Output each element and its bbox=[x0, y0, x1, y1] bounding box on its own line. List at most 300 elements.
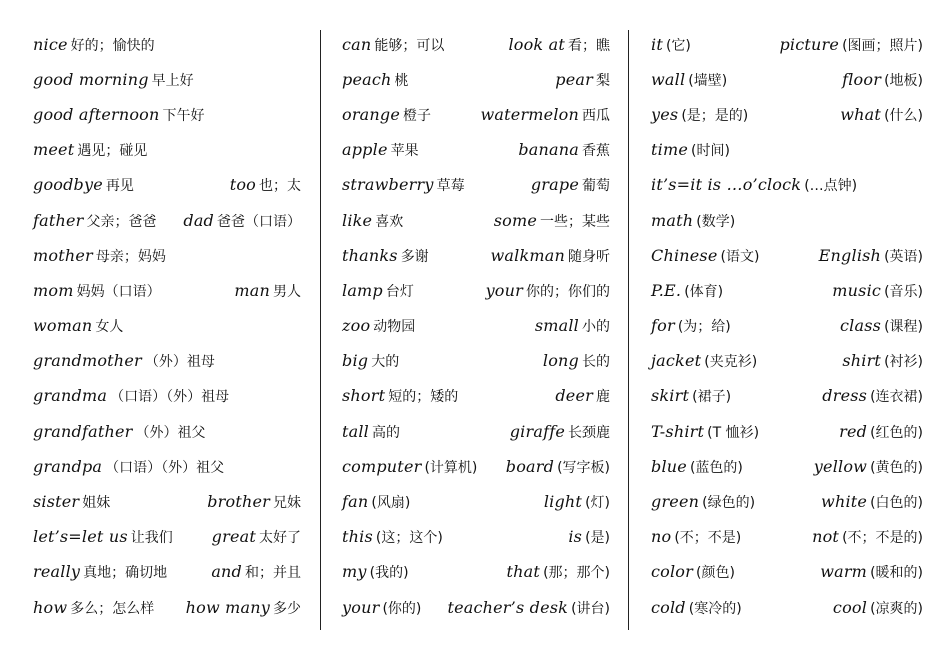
vocab-entry bbox=[568, 527, 610, 547]
chinese-meaning: (这；这个) bbox=[375, 530, 443, 547]
vocab-entry bbox=[535, 316, 610, 336]
english-word: blue bbox=[651, 456, 687, 476]
vocab-row bbox=[342, 238, 610, 273]
english-word: that bbox=[506, 562, 541, 582]
chinese-meaning: (为；给) bbox=[677, 319, 731, 336]
chinese-meaning: 下午好 bbox=[162, 107, 205, 124]
chinese-meaning: (凉爽的) bbox=[870, 600, 923, 617]
vocab-entry bbox=[651, 316, 731, 336]
english-word: it bbox=[651, 34, 663, 54]
vocab-entry bbox=[651, 562, 735, 582]
vocab-entry bbox=[833, 598, 923, 618]
chinese-meaning: 能够；可以 bbox=[374, 37, 445, 54]
vocab-entry bbox=[342, 70, 409, 90]
vocab-row bbox=[33, 449, 301, 484]
english-word: my bbox=[342, 562, 367, 582]
vocab-entry bbox=[342, 281, 414, 301]
chinese-meaning: 早上好 bbox=[151, 72, 194, 89]
chinese-meaning: 看；瞧 bbox=[568, 37, 610, 54]
vocab-entry bbox=[33, 70, 194, 90]
english-word: nice bbox=[33, 34, 68, 54]
english-word: zoo bbox=[342, 316, 371, 336]
vocab-entry bbox=[342, 457, 477, 477]
english-word: pear bbox=[555, 69, 593, 89]
vocab-entry bbox=[651, 175, 857, 195]
english-word: orange bbox=[342, 104, 401, 124]
chinese-meaning: 随身听 bbox=[568, 248, 610, 265]
chinese-meaning: 和；并且 bbox=[245, 565, 301, 582]
vocab-row bbox=[651, 520, 923, 555]
vocab-entry bbox=[447, 598, 610, 618]
english-word: and bbox=[211, 562, 242, 582]
vocab-entry bbox=[33, 457, 224, 477]
vocab-entry bbox=[491, 246, 610, 266]
english-word: grandmother bbox=[33, 351, 142, 371]
vocab-row bbox=[33, 414, 301, 449]
vocab-row bbox=[33, 309, 301, 344]
english-word: music bbox=[832, 280, 882, 300]
vocab-entry bbox=[651, 35, 691, 55]
chinese-meaning: 喜欢 bbox=[375, 213, 404, 230]
english-word: how many bbox=[185, 597, 270, 617]
chinese-meaning: (…点钟) bbox=[804, 178, 858, 195]
english-word: is bbox=[568, 527, 583, 547]
vocab-entry bbox=[814, 457, 923, 477]
english-word: dad bbox=[183, 210, 214, 230]
vocab-row bbox=[651, 168, 923, 203]
vocab-row bbox=[342, 484, 610, 519]
chinese-meaning: (写字板) bbox=[557, 459, 610, 476]
english-word: apple bbox=[342, 140, 388, 160]
chinese-meaning: 遇见；碰见 bbox=[77, 143, 148, 160]
vocab-row bbox=[342, 309, 610, 344]
chinese-meaning: 也；太 bbox=[259, 178, 301, 195]
column-divider-1 bbox=[320, 30, 321, 630]
vocab-entry bbox=[183, 211, 301, 231]
vocab-row bbox=[651, 379, 923, 414]
english-word: light bbox=[543, 492, 583, 512]
vocab-entry bbox=[342, 316, 415, 336]
vocab-entry bbox=[651, 140, 730, 160]
chinese-meaning: (你的) bbox=[382, 600, 422, 617]
chinese-meaning: (不；不是) bbox=[674, 530, 742, 547]
english-word: cool bbox=[832, 597, 868, 617]
vocab-column-3 bbox=[651, 27, 923, 625]
chinese-meaning: 长的 bbox=[582, 354, 610, 371]
vocab-entry bbox=[779, 35, 923, 55]
english-word: your bbox=[485, 280, 523, 300]
english-word: strawberry bbox=[342, 175, 434, 195]
english-word: P.E. bbox=[651, 280, 682, 300]
chinese-meaning: (课程) bbox=[884, 319, 923, 336]
chinese-meaning: 好的；愉快的 bbox=[70, 37, 155, 54]
chinese-meaning: 大的 bbox=[371, 354, 400, 371]
chinese-meaning: 长颈鹿 bbox=[568, 424, 610, 441]
vocab-column-1 bbox=[33, 27, 301, 625]
vocab-row bbox=[342, 449, 610, 484]
chinese-meaning: (体育) bbox=[684, 283, 724, 300]
vocab-entry bbox=[207, 492, 301, 512]
english-word: yes bbox=[651, 104, 679, 124]
vocab-row bbox=[651, 203, 923, 238]
vocab-entry bbox=[33, 211, 157, 231]
chinese-meaning: (音乐) bbox=[884, 283, 923, 300]
vocab-entry bbox=[342, 35, 444, 55]
chinese-meaning: (计算机) bbox=[424, 459, 478, 476]
vocab-entry bbox=[481, 105, 610, 125]
english-word: how bbox=[33, 597, 68, 617]
english-word: mother bbox=[33, 245, 93, 265]
chinese-meaning: 让我们 bbox=[130, 530, 173, 547]
chinese-meaning: 桃 bbox=[394, 72, 409, 89]
chinese-meaning: 多少 bbox=[273, 600, 301, 617]
vocab-entry bbox=[342, 562, 409, 582]
vocab-entry bbox=[342, 492, 410, 512]
english-word: not bbox=[812, 527, 840, 547]
vocab-row bbox=[651, 273, 923, 308]
chinese-meaning: (夹克衫) bbox=[704, 354, 758, 371]
vocab-entry bbox=[651, 70, 727, 90]
chinese-meaning: 一些；某些 bbox=[540, 213, 610, 230]
vocab-row bbox=[651, 27, 923, 62]
vocab-entry bbox=[651, 211, 735, 231]
vocab-column-2 bbox=[342, 27, 610, 625]
english-word: red bbox=[839, 421, 868, 441]
vocab-row bbox=[342, 520, 610, 555]
chinese-meaning: (风扇) bbox=[371, 495, 411, 512]
vocab-entry bbox=[840, 316, 923, 336]
vocab-entry bbox=[820, 562, 923, 582]
vocab-row bbox=[33, 27, 301, 62]
vocab-entry bbox=[822, 386, 923, 406]
vocab-row bbox=[33, 379, 301, 414]
english-word: goodbye bbox=[33, 175, 103, 195]
vocab-row bbox=[342, 97, 610, 132]
chinese-meaning: (寒冷的) bbox=[688, 600, 742, 617]
vocab-row bbox=[342, 133, 610, 168]
vocab-entry bbox=[230, 175, 301, 195]
vocab-row bbox=[651, 414, 923, 449]
chinese-meaning: (不；不是的) bbox=[842, 530, 923, 547]
chinese-meaning: (白色的) bbox=[870, 495, 923, 512]
vocab-row bbox=[33, 62, 301, 97]
chinese-meaning: (我的) bbox=[369, 565, 409, 582]
english-word: let’s=let us bbox=[33, 527, 128, 547]
chinese-meaning: (暖和的) bbox=[870, 565, 923, 582]
chinese-meaning: 动物园 bbox=[373, 319, 416, 336]
english-word: cold bbox=[651, 597, 686, 617]
chinese-meaning: (墙壁) bbox=[688, 72, 728, 89]
english-word: time bbox=[651, 140, 688, 160]
vocab-row bbox=[342, 203, 610, 238]
chinese-meaning: (裙子) bbox=[692, 389, 732, 406]
vocab-row bbox=[651, 238, 923, 273]
vocab-row bbox=[651, 344, 923, 379]
english-word: walkman bbox=[490, 245, 565, 265]
vocab-entry bbox=[840, 105, 923, 125]
vocab-entry bbox=[33, 281, 161, 301]
english-word: like bbox=[342, 210, 373, 230]
english-word: grandfather bbox=[33, 421, 133, 441]
vocab-entry bbox=[842, 70, 923, 90]
chinese-meaning: 高的 bbox=[372, 424, 401, 441]
vocab-entry bbox=[651, 281, 723, 301]
vocab-row bbox=[33, 344, 301, 379]
chinese-meaning: 草莓 bbox=[436, 178, 465, 195]
column-divider-2 bbox=[628, 30, 629, 630]
english-word: lamp bbox=[342, 280, 383, 300]
vocab-entry bbox=[821, 492, 923, 512]
vocab-entry bbox=[186, 598, 301, 618]
vocab-entry bbox=[651, 422, 759, 442]
english-word: color bbox=[651, 562, 693, 582]
english-word: good afternoon bbox=[33, 104, 160, 124]
english-word: short bbox=[342, 386, 386, 406]
chinese-meaning: (图画；照片) bbox=[842, 37, 923, 54]
chinese-meaning: （外）祖母 bbox=[144, 354, 215, 371]
english-word: good morning bbox=[33, 69, 149, 89]
english-word: long bbox=[542, 351, 579, 371]
chinese-meaning: (讲台) bbox=[571, 600, 610, 617]
english-word: floor bbox=[842, 69, 882, 89]
vocab-entry bbox=[33, 105, 205, 125]
english-word: shirt bbox=[842, 351, 882, 371]
vocab-entry bbox=[342, 351, 399, 371]
english-word: really bbox=[33, 562, 81, 582]
chinese-meaning: (灯) bbox=[585, 495, 610, 512]
english-word: math bbox=[651, 210, 694, 230]
vocab-entry bbox=[651, 105, 748, 125]
vocab-row bbox=[342, 414, 610, 449]
vocab-row bbox=[33, 520, 301, 555]
vocab-row bbox=[651, 449, 923, 484]
vocab-row bbox=[342, 590, 610, 625]
vocab-entry bbox=[33, 351, 215, 371]
english-word: green bbox=[651, 492, 700, 512]
english-word: big bbox=[342, 351, 369, 371]
english-word: can bbox=[342, 34, 372, 54]
vocab-entry bbox=[651, 598, 742, 618]
chinese-meaning: （外）祖父 bbox=[135, 424, 206, 441]
vocab-row bbox=[33, 273, 301, 308]
chinese-meaning: (数学) bbox=[696, 213, 736, 230]
chinese-meaning: (地板) bbox=[884, 72, 923, 89]
english-word: board bbox=[505, 456, 555, 476]
vocab-entry bbox=[342, 246, 429, 266]
vocab-entry bbox=[651, 457, 743, 477]
chinese-meaning: (时间) bbox=[691, 143, 730, 160]
vocab-entry bbox=[555, 386, 610, 406]
vocab-row bbox=[33, 97, 301, 132]
chinese-meaning: 兄妹 bbox=[273, 495, 301, 512]
vocab-entry bbox=[518, 140, 610, 160]
vocab-entry bbox=[651, 386, 731, 406]
english-word: meet bbox=[33, 140, 75, 160]
vocab-entry bbox=[342, 422, 400, 442]
chinese-meaning: 小的 bbox=[582, 319, 610, 336]
chinese-meaning: 多么；怎么样 bbox=[70, 600, 155, 617]
vocab-entry bbox=[839, 422, 923, 442]
english-word: what bbox=[840, 104, 882, 124]
chinese-meaning: (语文) bbox=[720, 248, 760, 265]
english-word: banana bbox=[518, 140, 579, 160]
chinese-meaning: (什么) bbox=[884, 107, 923, 124]
chinese-meaning: 太好了 bbox=[259, 530, 301, 547]
vocab-row bbox=[651, 590, 923, 625]
english-word: class bbox=[840, 316, 882, 336]
english-word: small bbox=[534, 316, 579, 336]
english-word: fan bbox=[342, 492, 369, 512]
english-word: tall bbox=[342, 421, 370, 441]
chinese-meaning: 爸爸（口语） bbox=[217, 213, 301, 230]
chinese-meaning: (黄色的) bbox=[870, 459, 923, 476]
chinese-meaning: 台灯 bbox=[385, 283, 414, 300]
english-word: father bbox=[33, 210, 84, 230]
vocab-row bbox=[651, 555, 923, 590]
chinese-meaning: 西瓜 bbox=[582, 107, 610, 124]
vocab-row bbox=[651, 97, 923, 132]
english-word: computer bbox=[342, 456, 422, 476]
english-word: wall bbox=[651, 69, 686, 89]
vocab-entry bbox=[531, 175, 610, 195]
vocab-entry bbox=[508, 35, 610, 55]
vocab-entry bbox=[212, 527, 301, 547]
chinese-meaning: 姐妹 bbox=[82, 495, 111, 512]
vocab-entry bbox=[33, 140, 147, 160]
chinese-meaning: (绿色的) bbox=[702, 495, 756, 512]
chinese-meaning: 再见 bbox=[105, 178, 134, 195]
chinese-meaning: 男人 bbox=[273, 283, 301, 300]
vocab-row bbox=[33, 555, 301, 590]
vocab-row bbox=[33, 238, 301, 273]
vocab-row bbox=[342, 27, 610, 62]
vocab-entry bbox=[342, 598, 421, 618]
vocab-row bbox=[33, 590, 301, 625]
chinese-meaning: (是) bbox=[585, 530, 610, 547]
english-word: grandpa bbox=[33, 456, 103, 476]
chinese-meaning: 鹿 bbox=[596, 389, 610, 406]
vocab-entry bbox=[842, 351, 923, 371]
chinese-meaning: (它) bbox=[665, 37, 691, 54]
vocab-entry bbox=[211, 562, 301, 582]
chinese-meaning: 苹果 bbox=[390, 143, 419, 160]
english-word: thanks bbox=[342, 245, 398, 265]
vocab-entry bbox=[33, 175, 134, 195]
english-word: some bbox=[493, 210, 537, 230]
english-word: your bbox=[342, 597, 380, 617]
english-word: skirt bbox=[651, 386, 690, 406]
english-word: sister bbox=[33, 492, 80, 512]
english-word: man bbox=[234, 280, 270, 300]
vocab-row bbox=[33, 484, 301, 519]
chinese-meaning: （口语）（外）祖母 bbox=[110, 389, 230, 406]
vocab-row bbox=[342, 273, 610, 308]
chinese-meaning: (是；是的) bbox=[681, 107, 749, 124]
english-word: peach bbox=[342, 69, 392, 89]
english-word: giraffe bbox=[509, 421, 565, 441]
chinese-meaning: 女人 bbox=[95, 319, 124, 336]
chinese-meaning: 葡萄 bbox=[582, 178, 610, 195]
vocab-entry bbox=[342, 211, 403, 231]
chinese-meaning: 多谢 bbox=[400, 248, 429, 265]
vocab-entry bbox=[819, 246, 923, 266]
english-word: teacher’s desk bbox=[447, 597, 569, 617]
english-word: white bbox=[821, 492, 868, 512]
vocab-row bbox=[33, 203, 301, 238]
chinese-meaning: (T 恤衫) bbox=[707, 424, 760, 441]
vocab-row bbox=[342, 62, 610, 97]
vocab-row bbox=[342, 379, 610, 414]
english-word: deer bbox=[555, 386, 593, 406]
vocab-entry bbox=[342, 175, 465, 195]
chinese-meaning: 橙子 bbox=[403, 107, 432, 124]
vocab-row bbox=[342, 344, 610, 379]
chinese-meaning: (衬衫) bbox=[884, 354, 923, 371]
english-word: mom bbox=[33, 280, 74, 300]
vocab-entry bbox=[832, 281, 923, 301]
vocab-entry bbox=[234, 281, 301, 301]
chinese-meaning: 香蕉 bbox=[582, 143, 610, 160]
chinese-meaning: (英语) bbox=[884, 248, 923, 265]
english-word: grandma bbox=[33, 386, 108, 406]
english-word: no bbox=[651, 527, 672, 547]
vocab-row bbox=[651, 484, 923, 519]
chinese-meaning: （口语）（外）祖父 bbox=[105, 459, 225, 476]
vocab-entry bbox=[33, 316, 123, 336]
vocab-row bbox=[33, 133, 301, 168]
vocab-entry bbox=[543, 351, 610, 371]
chinese-meaning: 父亲；爸爸 bbox=[86, 213, 157, 230]
chinese-meaning: (连衣裙) bbox=[870, 389, 923, 406]
english-word: English bbox=[818, 245, 882, 265]
vocab-entry bbox=[510, 422, 610, 442]
chinese-meaning: (那；那个) bbox=[543, 565, 610, 582]
english-word: grape bbox=[530, 175, 579, 195]
english-word: great bbox=[211, 527, 256, 547]
vocab-entry bbox=[342, 527, 443, 547]
chinese-meaning: 真地；确切地 bbox=[83, 565, 168, 582]
english-word: woman bbox=[33, 316, 93, 336]
english-word: look at bbox=[508, 34, 565, 54]
chinese-meaning: 梨 bbox=[596, 72, 610, 89]
vocab-row bbox=[342, 168, 610, 203]
vocab-entry bbox=[342, 105, 431, 125]
english-word: picture bbox=[779, 34, 840, 54]
vocab-entry bbox=[486, 281, 610, 301]
vocab-entry bbox=[33, 386, 229, 406]
vocab-entry bbox=[506, 457, 610, 477]
vocab-entry bbox=[33, 422, 206, 442]
vocab-entry bbox=[651, 246, 759, 266]
vocab-row bbox=[33, 168, 301, 203]
vocab-row bbox=[342, 555, 610, 590]
chinese-meaning: (蓝色的) bbox=[689, 459, 743, 476]
english-word: warm bbox=[820, 562, 868, 582]
vocab-entry bbox=[507, 562, 610, 582]
vocab-row bbox=[651, 62, 923, 97]
vocab-entry bbox=[555, 70, 610, 90]
vocab-entry bbox=[544, 492, 610, 512]
english-word: dress bbox=[822, 386, 868, 406]
english-word: for bbox=[651, 316, 675, 336]
chinese-meaning: (红色的) bbox=[870, 424, 923, 441]
english-word: yellow bbox=[813, 456, 868, 476]
chinese-meaning: 你的；你们的 bbox=[526, 283, 610, 300]
vocab-row bbox=[651, 133, 923, 168]
english-word: brother bbox=[207, 492, 270, 512]
english-word: jacket bbox=[651, 351, 702, 371]
vocab-entry bbox=[812, 527, 923, 547]
